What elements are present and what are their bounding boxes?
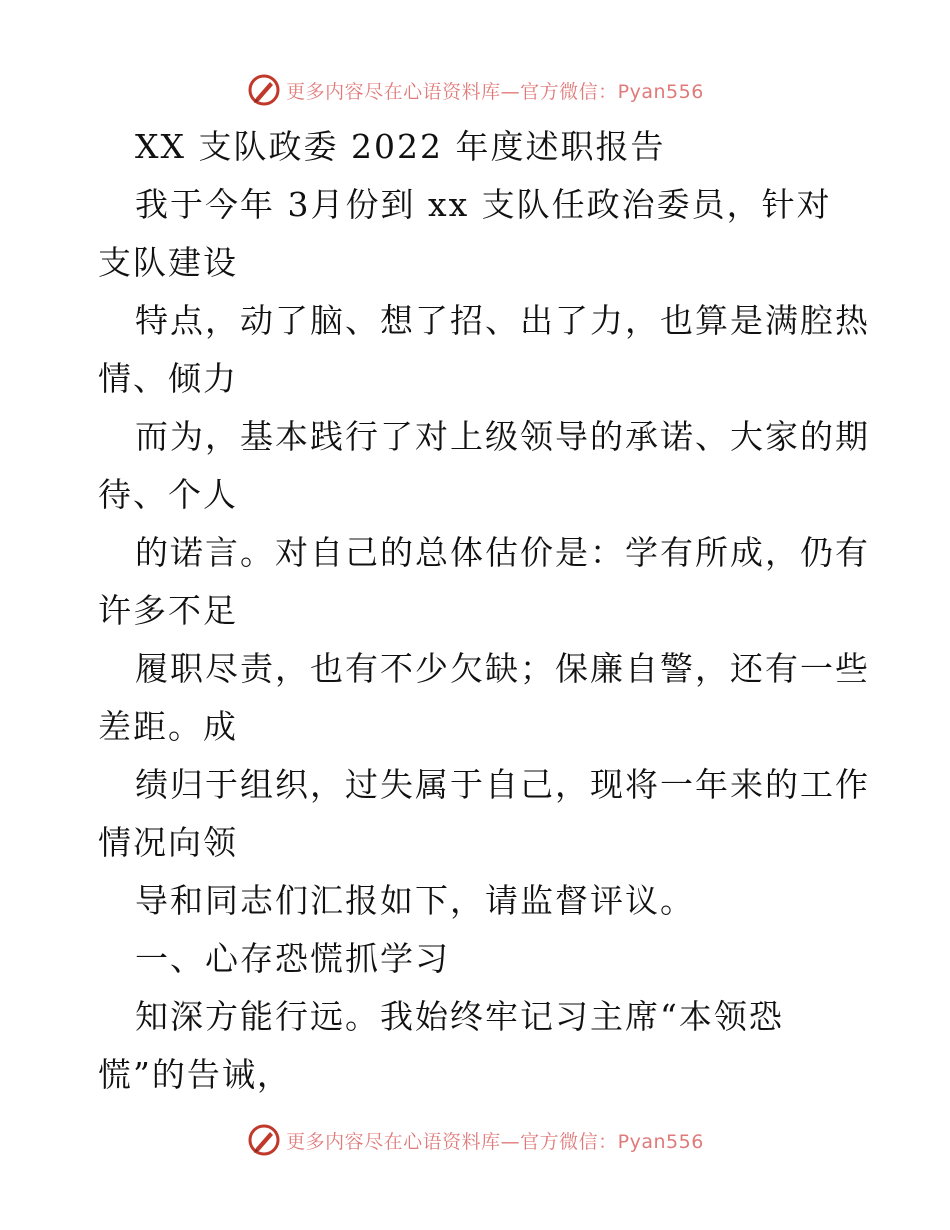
text-line: 知深方能行远。我始终牢记习主席“本领恐 (135, 997, 784, 1036)
text-line: 情、倾力 (98, 359, 238, 398)
text-line: 导和同志们汇报如下，请监督评议。 (135, 881, 695, 920)
text-line: 履职尽责，也有不少欠缺；保廉自警，还有一些 (135, 649, 870, 688)
text-line: 的诺言。对自己的总体估价是：学有所成，仍有 (135, 533, 870, 572)
banner-text: 更多内容尽在心语资料库—官方微信：Pyan556 (286, 80, 704, 103)
text-line: 许多不足 (98, 591, 238, 630)
section-heading: 一、心存恐慌抓学习 (135, 939, 450, 978)
document-title: XX 支队政委 2022 年度述职报告 (135, 127, 666, 166)
text-line: 绩归于组织，过失属于自己，现将一年来的工作 (135, 765, 870, 804)
text-line: 待、个人 (98, 475, 238, 514)
pen-logo-icon (246, 1122, 282, 1158)
text-line: 特点，动了脑、想了招、出了力，也算是满腔热 (135, 301, 870, 340)
text-line: 而为，基本践行了对上级领导的承诺、大家的期 (135, 417, 870, 456)
text-line: 差距。成 (98, 707, 238, 746)
pen-logo-icon (246, 72, 282, 108)
banner-text: 更多内容尽在心语资料库—官方微信：Pyan556 (286, 1130, 704, 1153)
footer-banner (0, 1120, 950, 1160)
text-line: 情况向领 (98, 823, 238, 862)
header-banner (0, 70, 950, 110)
text-line: 我于今年 3月份到 xx 支队任政治委员，针对 (135, 185, 832, 224)
text-line: 支队建设 (98, 243, 238, 282)
text-line: 慌”的告诫， (98, 1055, 292, 1094)
